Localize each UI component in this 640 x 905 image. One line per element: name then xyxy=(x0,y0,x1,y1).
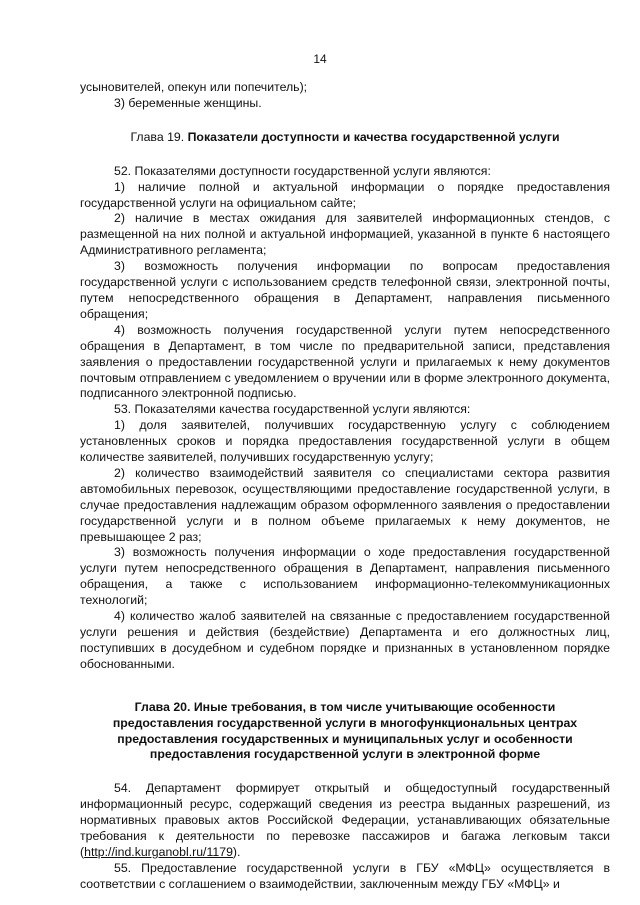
paragraph-52-intro: 52. Показателями доступности государственной услуги являются: xyxy=(114,163,491,178)
chapter-20-heading xyxy=(80,700,610,764)
chapter-19-prefix: Глава 19. xyxy=(130,129,185,144)
chapter-20-line-2: предоставления государственной услуги в многофункциональных центрах xyxy=(112,715,578,730)
paragraph-53-item-4: 4) количество жалоб заявителей на связанные с предоставлением государственной услуги решения и действия (бездействие) Департамента и его должностных лиц, поступивших в досудебном и судебном порядке и признанных в установленном порядке обоснованными. xyxy=(80,609,610,671)
paragraph-54-text: 54. Департамент формирует открытый и общедоступный государственный информационный ресурс, содержащий сведения из реестра выданных разрешений, из нормативных правовых актов Российской Федерации, устанавливающих обязательные требования к деятельности по перевозке пассажиров и багажа легковым такси ( xyxy=(80,781,610,859)
registry-link[interactable]: http://ind.kurganobl.ru/1179 xyxy=(84,844,233,859)
page-number: 14 xyxy=(313,52,327,66)
document-body xyxy=(80,80,610,893)
paragraph-53-intro: 53. Показателями качества государственной услуги являются: xyxy=(114,402,471,417)
paragraph-52-item-2: 2) наличие в местах ожидания для заявителей информационных стендов, с размещенной на них полной и актуальной информацией, указанной в пункте 6 настоящего Административного регламента; xyxy=(80,211,610,258)
paragraph-52-item-1: 1) наличие полной и актуальной информации о порядке предоставления государственной услуги на официальном сайте; xyxy=(80,179,610,210)
paragraph-53-item-2: 2) количество взаимодействий заявителя со специалистами сектора развития автомобильных перевозок, осуществляющими предоставление государственной услуги, в случае предоставления надлежащим образом оформленного заявления о предоставлении государственной услуги и в полном объеме прилагаемых к нему документов, не превышающее 2 раз; xyxy=(80,465,610,544)
paragraph-item: 3) беременные женщины. xyxy=(114,95,262,110)
paragraph-52-item-4: 4) возможность получения государственной услуги путем непосредственного обращения в Департамент, в том числе по предварительной записи, представления заявления о предоставлении государственной услуги и прилагаемых к нему документов почтовым отправлением с уведомлением о вручении или в форме электронного документа, подписанного электронной подписью. xyxy=(80,322,610,401)
paragraph-continuation: усыновителей, опекун или попечитель); xyxy=(80,80,308,94)
chapter-19-heading xyxy=(80,130,610,146)
chapter-20-line-3: предоставления государственных и муниципальных услуг и особенности xyxy=(117,731,573,746)
paragraph-54-tail: ). xyxy=(232,844,241,859)
paragraph-52-item-3: 3) возможность получения информации по вопросам предоставления государственной услуги с использованием средств телефонной связи, электронной почты, путем непосредственного обращения в Департамент, направления письменного обращения; xyxy=(80,259,610,321)
chapter-20-line-1: Глава 20. Иные требования, в том числе учитывающие особенности xyxy=(134,699,556,714)
paragraph-53-item-1: 1) доля заявителей, получивших государственную услугу с соблюдением установленных сроков и порядка предоставления государственной услуги в общем количестве заявителей, получивших государственную услугу; xyxy=(80,418,610,465)
chapter-20-line-4: предоставления государственной услуги в электронной форме xyxy=(149,747,541,762)
paragraph-53-item-3: 3) возможность получения информации о ходе предоставления государственной услуги путем непосредственного обращения в Департамент, направления письменного обращения, а также с использованием информационно-телекоммуникационных технологий; xyxy=(80,545,610,608)
paragraph-54 xyxy=(80,781,610,861)
paragraph-55: 55. Предоставление государственной услуги в ГБУ «МФЦ» осуществляется в соответствии с соглашением о взаимодействии, заключенным между ГБУ «МФЦ» и xyxy=(80,860,610,891)
chapter-19-title: Показатели доступности и качества государственной услуги xyxy=(187,129,560,144)
